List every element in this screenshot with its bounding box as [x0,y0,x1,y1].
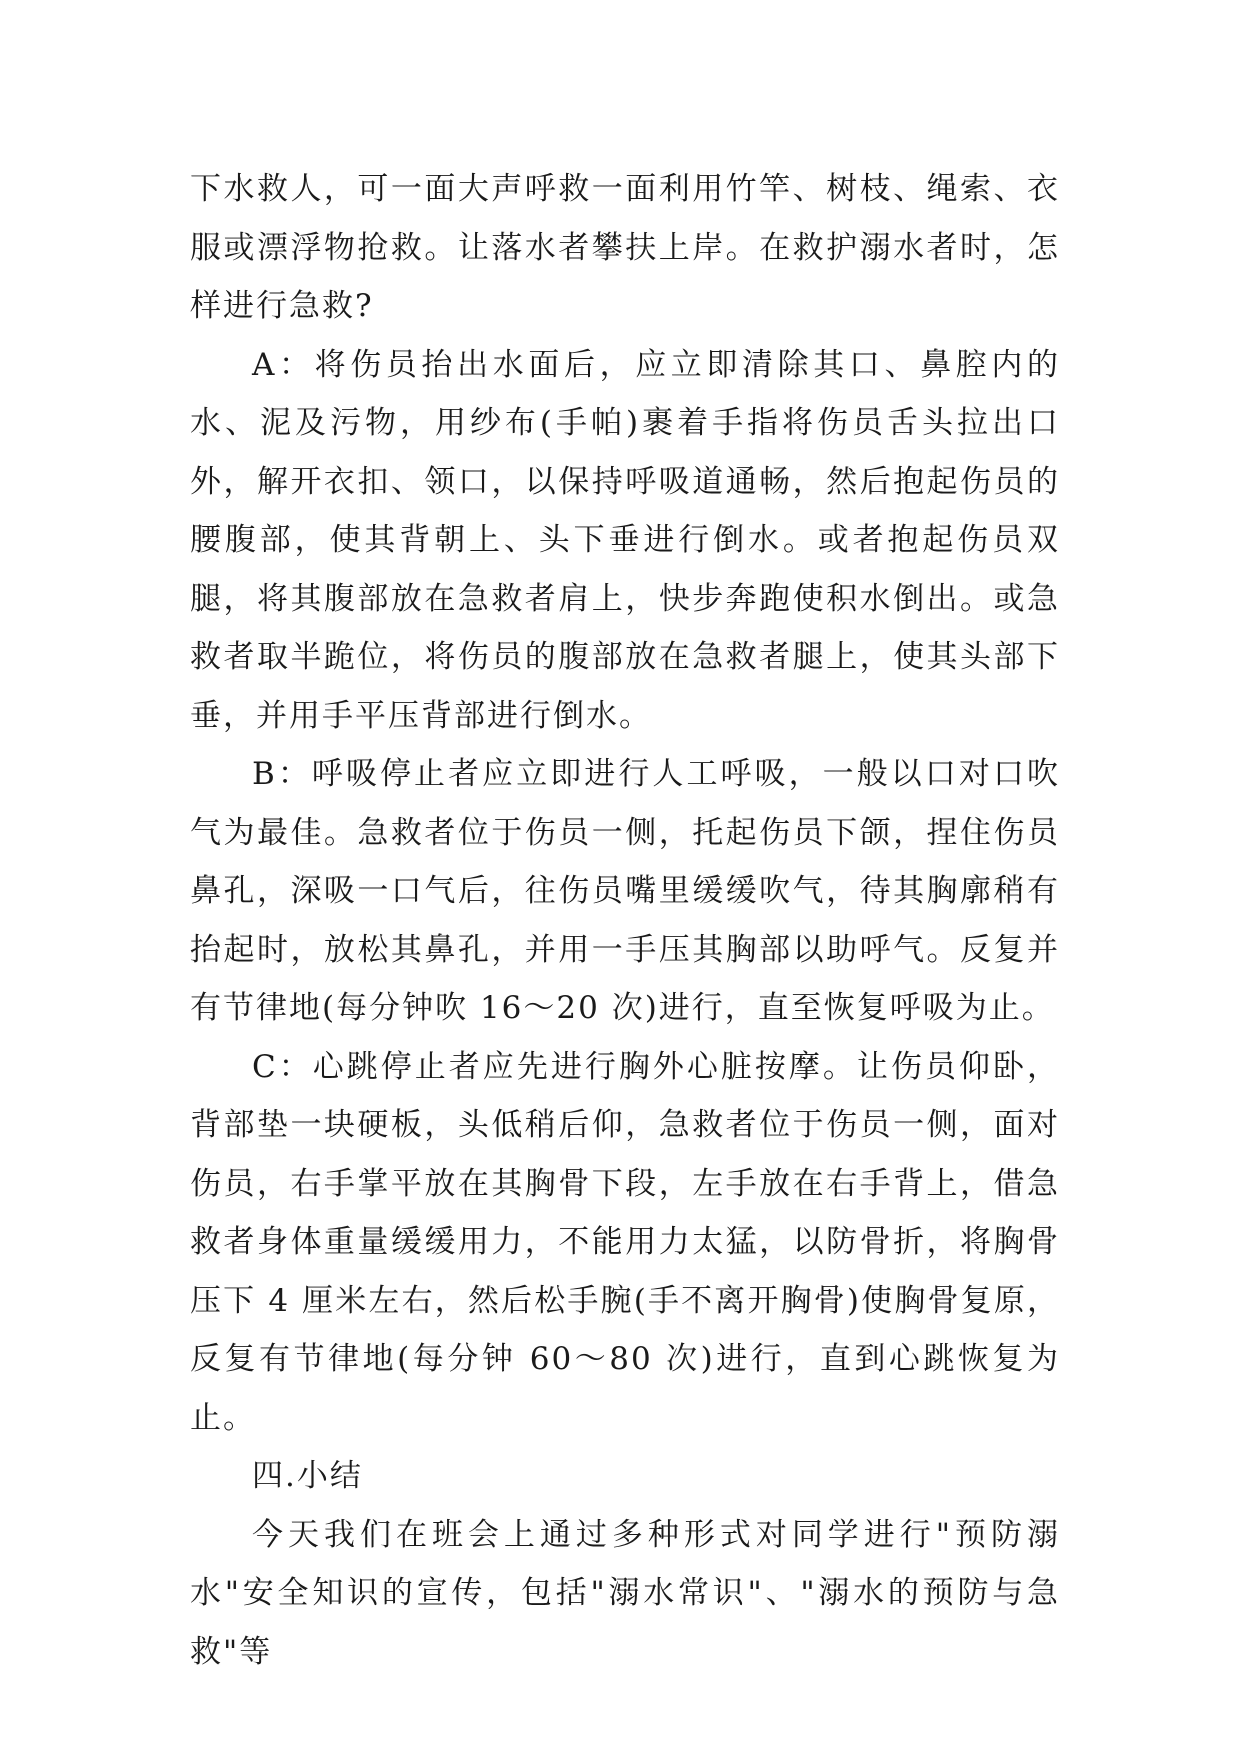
document-body [190,160,1060,1681]
paragraph-step-b: B：呼吸停止者应立即进行人工呼吸，一般以口对口吹气为最佳。急救者位于伤员一侧，托起伤员下颌，捏住伤员鼻孔，深吸一口气后，往伤员嘴里缓缓吹气，待其胸廓稍有抬起时，放松其鼻孔，并用一手压其胸部以助呼气。反复并有节律地(每分钟吹 16～20 次)进行，直至恢复呼吸为止。 [190,756,1060,1026]
section-heading-summary: 四.小结 [252,1458,363,1494]
paragraph-step-c: C：心跳停止者应先进行胸外心脏按摩。让伤员仰卧，背部垫一块硬板，头低稍后仰，急救者位于伤员一侧，面对伤员，右手掌平放在其胸骨下段，左手放在右手背上，借急救者身体重量缓缓用力，不能用力太猛，以防骨折，将胸骨压下 4 厘米左右，然后松手腕(手不离开胸骨)使胸骨复原，反复有节律地(每分钟 60～80 次)进行，直到心跳恢复为止。 [190,1048,1060,1436]
paragraph-rescue-intro: 下水救人，可一面大声呼救一面利用竹竿、树枝、绳索、衣服或漂浮物抢救。让落水者攀扶上岸。在救护溺水者时，怎样进行急救? [190,171,1060,324]
paragraph-step-a: A：将伤员抬出水面后，应立即清除其口、鼻腔内的水、泥及污物，用纱布(手帕)裹着手指将伤员舌头拉出口外，解开衣扣、领口，以保持呼吸道通畅，然后抱起伤员的腰腹部，使其背朝上、头下垂进行倒水。或者抱起伤员双腿，将其腹部放在急救者肩上，快步奔跑使积水倒出。或急救者取半跪位，将伤员的腹部放在急救者腿上，使其头部下垂，并用手平压背部进行倒水。 [190,346,1060,734]
paragraph-summary: 今天我们在班会上通过多种形式对同学进行"预防溺水"安全知识的宣传，包括"溺水常识"、"溺水的预防与急救"等 [190,1516,1060,1670]
